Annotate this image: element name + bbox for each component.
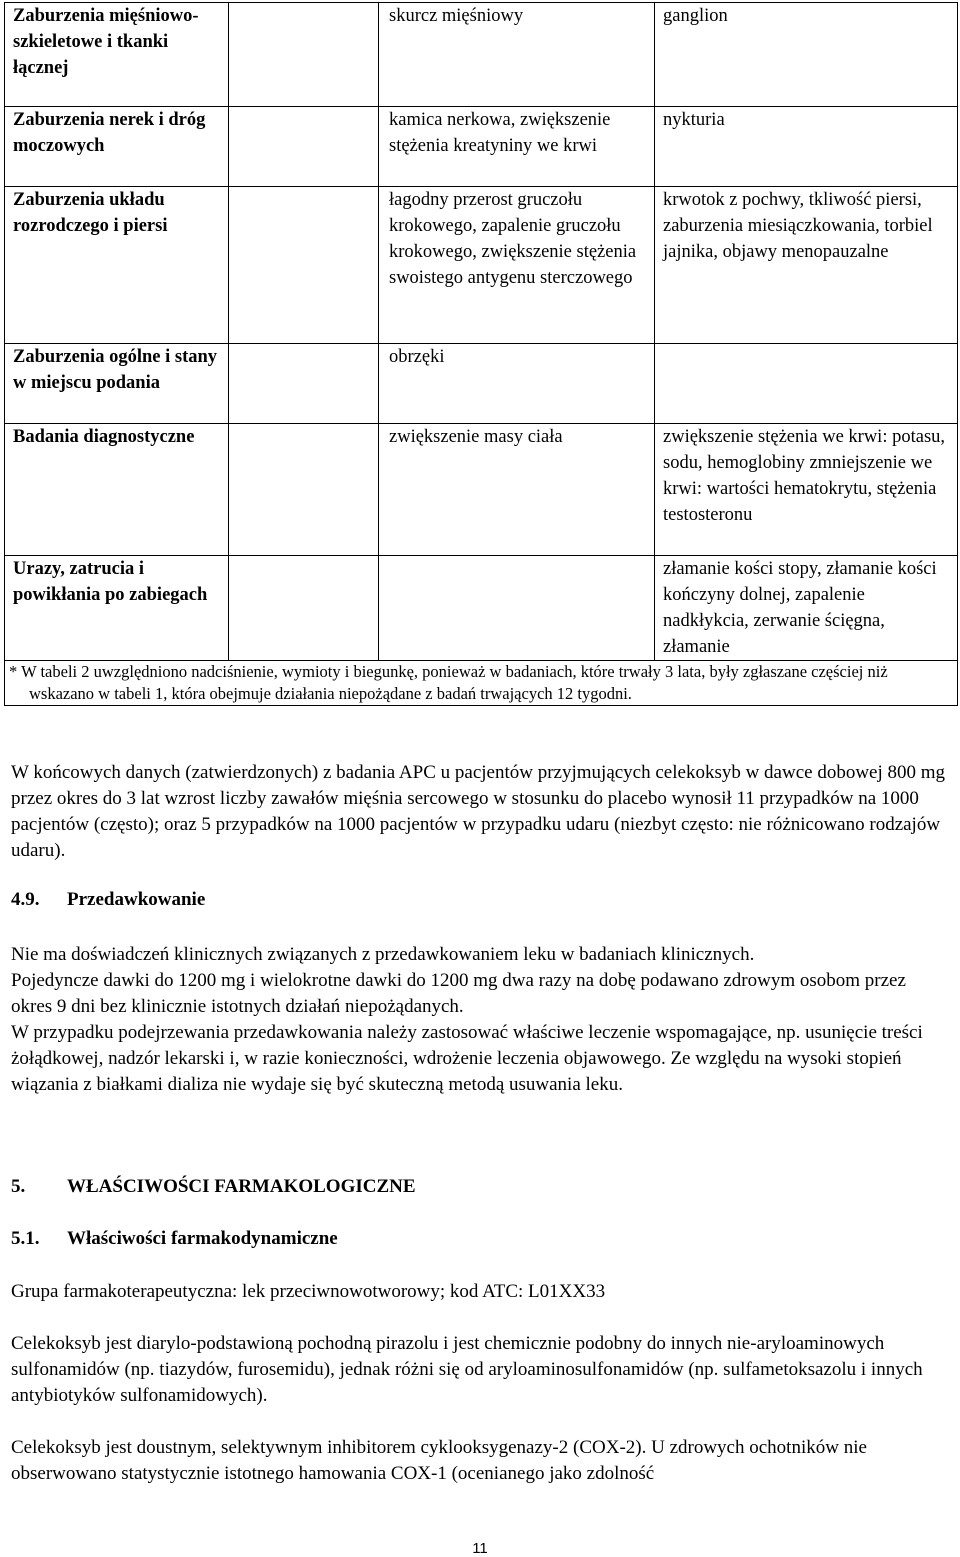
section-title: Właściwości farmakodynamiczne bbox=[67, 1228, 338, 1249]
organ-class-cell: Zaburzenia układu rozrodczego i piersi bbox=[5, 187, 229, 344]
frequency-cell bbox=[379, 556, 655, 661]
frequency-cell bbox=[229, 3, 379, 107]
frequency-cell: zwiększenie masy ciała bbox=[379, 424, 655, 556]
frequency-cell bbox=[229, 107, 379, 187]
section-heading-overdose bbox=[11, 889, 205, 911]
paragraph: W przypadku podejrzewania przedawkowania należy zastosować właściwe leczenie wspomagające, np. usunięcie treści żołądkowej, nadzór lekarski i, w razie konieczności, wdrożenie leczenia objawowego. Ze względu na wysoki stopień wiązania z białkami dializa nie wydaje się być skuteczną metodą usuwania leku. bbox=[11, 1022, 923, 1095]
paragraph: Pojedyncze dawki do 1200 mg i wielokrotne dawki do 1200 mg dwa razy na dobę podawano zdrowym osobom przez okres 9 dni bez klinicznie istotnych działań niepożądanych. bbox=[11, 970, 906, 1017]
apc-paragraph bbox=[11, 760, 946, 864]
adverse-events-table bbox=[4, 2, 958, 706]
section-heading-pharmacodynamics bbox=[11, 1228, 338, 1250]
section-number: 5.1. bbox=[11, 1228, 40, 1249]
frequency-cell bbox=[229, 187, 379, 344]
section-title: Przedawkowanie bbox=[67, 889, 206, 910]
page-number: 11 bbox=[472, 1540, 488, 1557]
organ-class-cell: Zaburzenia nerek i dróg moczowych bbox=[5, 107, 229, 187]
paragraph: Grupa farmakoterapeutyczna: lek przeciwnowotworowy; kod ATC: L01XX33 bbox=[11, 1281, 606, 1302]
frequency-cell bbox=[229, 344, 379, 424]
organ-class-cell: Zaburzenia ogólne i stany w miejscu podania bbox=[5, 344, 229, 424]
paragraph: Nie ma doświadczeń klinicznych związanych z przedawkowaniem leku w badaniach klinicznych. bbox=[11, 944, 755, 965]
frequency-cell bbox=[655, 344, 958, 424]
frequency-cell: ganglion bbox=[655, 3, 958, 107]
footnote-text: * W tabeli 2 uwzględniono nadciśnienie, wymioty i biegunkę, ponieważ w badaniach, które trwały 3 lata, były zgłaszane częściej niż wskazano w tabeli 1, która obejmuje działania niepożądane z badań trwających 12 tygodni. bbox=[9, 662, 888, 703]
frequency-cell: nykturia bbox=[655, 107, 958, 187]
paragraph: Celekoksyb jest diarylo-podstawioną pochodną pirazolu i jest chemicznie podobny do innych nie-aryloaminowych sulfonamidów (np. tiazydów, furosemidu), jednak różni się od aryloaminosulfonamidów (np. sulfametoksazolu i innych antybiotyków sulfonamidowych). bbox=[11, 1333, 923, 1406]
structure-paragraph bbox=[11, 1331, 946, 1409]
frequency-cell: skurcz mięśniowy bbox=[379, 3, 655, 107]
frequency-cell: krwotok z pochwy, tkliwość piersi, zaburzenia miesiączkowania, torbiel jajnika, objawy menopauzalne bbox=[655, 187, 958, 344]
cox-paragraph bbox=[11, 1435, 946, 1487]
organ-class-cell: Zaburzenia mięśniowo-szkieletowe i tkanki łącznej bbox=[5, 3, 229, 107]
frequency-cell: złamanie kości stopy, złamanie kości kończyny dolnej, zapalenie nadkłykcia, zerwanie ścięgna, złamanie bbox=[655, 556, 958, 661]
section-heading-pharmacology bbox=[11, 1176, 416, 1198]
frequency-cell bbox=[229, 424, 379, 556]
organ-class-cell: Urazy, zatrucia i powikłania po zabiegach bbox=[5, 556, 229, 661]
section-number: 5. bbox=[11, 1176, 26, 1197]
table-row bbox=[5, 424, 958, 556]
pharmacotherapeutic-group bbox=[11, 1279, 946, 1305]
frequency-cell: zwiększenie stężenia we krwi: potasu, sodu, hemoglobiny zmniejszenie we krwi: wartości hematokrytu, stężenia testosteronu bbox=[655, 424, 958, 556]
paragraph: Celekoksyb jest doustnym, selektywnym inhibitorem cyklooksygenazy-2 (COX-2). U zdrowych ochotników nie obserwowano statystycznie istotnego hamowania COX-1 (ocenianego jako zdolność bbox=[11, 1437, 867, 1484]
paragraph: W końcowych danych (zatwierdzonych) z badania APC u pacjentów przyjmujących celekoksyb w dawce dobowej 800 mg przez okres do 3 lat wzrost liczby zawałów mięśnia sercowego w stosunku do placebo wynosił 11 przypadków na 1000 pacjentów (często); oraz 5 przypadków na 1000 pacjentów w przypadku udaru (niezbyt często: nie różnicowano rodzajów udaru). bbox=[11, 762, 946, 861]
table-footnote bbox=[5, 661, 958, 706]
frequency-cell bbox=[229, 556, 379, 661]
frequency-cell: obrzęki bbox=[379, 344, 655, 424]
table-row bbox=[5, 344, 958, 424]
overdose-text bbox=[11, 942, 946, 1098]
frequency-cell: łagodny przerost gruczołu krokowego, zapalenie gruczołu krokowego, zwiększenie stężenia swoistego antygenu sterczowego bbox=[379, 187, 655, 344]
table-row bbox=[5, 3, 958, 107]
frequency-cell: kamica nerkowa, zwiększenie stężenia kreatyniny we krwi bbox=[379, 107, 655, 187]
section-number: 4.9. bbox=[11, 889, 40, 910]
organ-class-cell: Badania diagnostyczne bbox=[5, 424, 229, 556]
section-title: WŁAŚCIWOŚCI FARMAKOLOGICZNE bbox=[67, 1176, 416, 1197]
table-row bbox=[5, 187, 958, 344]
table-row bbox=[5, 556, 958, 661]
table-row bbox=[5, 107, 958, 187]
table-footnote-row bbox=[5, 661, 958, 706]
